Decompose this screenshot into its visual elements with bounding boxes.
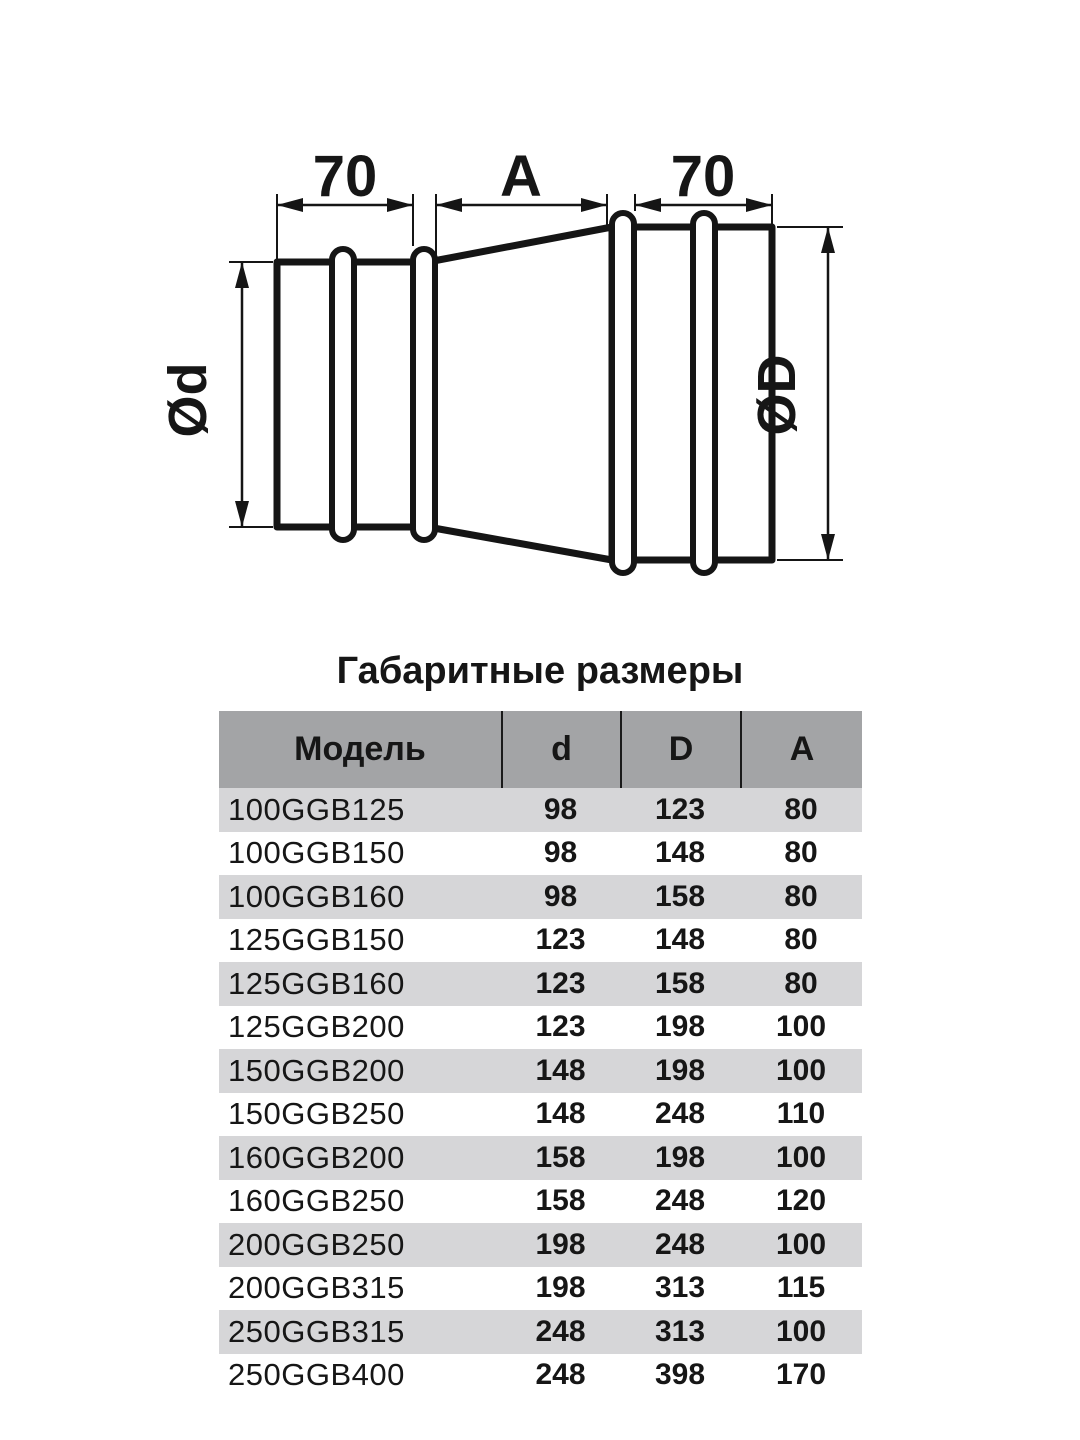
- D-value-cell: 198: [654, 1140, 706, 1174]
- dim-A-label: A: [500, 144, 542, 209]
- d-value-cell: 198: [535, 1227, 586, 1261]
- d-value-cell: 123: [535, 1010, 586, 1044]
- table-row: [219, 1093, 862, 1137]
- model-cell: 250GGB315: [228, 1313, 405, 1349]
- column-header-model: Модель: [294, 730, 426, 768]
- model-cell: 200GGB315: [228, 1270, 405, 1306]
- table-row: [219, 875, 862, 919]
- table-row: [219, 1267, 862, 1311]
- column-header-d: d: [501, 711, 620, 788]
- model-cell: 125GGB160: [228, 965, 405, 1001]
- D-value-cell: 248: [654, 1227, 706, 1261]
- A-value-cell: 80: [784, 836, 818, 870]
- A-value-cell: 170: [775, 1358, 827, 1392]
- A-value-cell: 80: [784, 879, 818, 913]
- table-row: [219, 1049, 862, 1093]
- dim-70-right-label: 70: [670, 144, 736, 209]
- column-header-A: A: [740, 711, 862, 788]
- bead-icon: [413, 249, 435, 540]
- table-row: [219, 1180, 862, 1224]
- model-cell: 160GGB200: [228, 1139, 405, 1175]
- A-value-cell: 100: [775, 1010, 827, 1044]
- model-cell: 150GGB250: [228, 1096, 405, 1132]
- reducer-body: [277, 213, 772, 573]
- dimensions-table: [219, 711, 862, 1397]
- dim-70-left-label: 70: [312, 144, 378, 209]
- d-value-cell: 248: [535, 1358, 586, 1392]
- table-row: [219, 1136, 862, 1180]
- dim-70-left: [277, 144, 413, 259]
- A-value-cell: 120: [775, 1184, 827, 1218]
- bead-icon: [693, 213, 715, 573]
- D-value-cell: 398: [654, 1358, 706, 1392]
- D-value-cell: 158: [654, 966, 706, 1000]
- d-value-cell: 98: [543, 792, 578, 826]
- D-value-cell: 248: [654, 1184, 706, 1218]
- dim-diameter-small-label: Ød: [158, 362, 218, 438]
- D-value-cell: 148: [654, 923, 706, 957]
- d-value-cell: 98: [543, 836, 578, 870]
- D-value-cell: 158: [654, 879, 706, 913]
- bead-icon: [332, 249, 354, 540]
- table-row: [219, 1310, 862, 1354]
- A-value-cell: 100: [775, 1140, 827, 1174]
- d-value-cell: 123: [535, 966, 586, 1000]
- model-cell: 200GGB250: [228, 1226, 405, 1262]
- D-value-cell: 313: [654, 1271, 706, 1305]
- model-cell: 125GGB150: [228, 922, 405, 958]
- model-cell: 125GGB200: [228, 1009, 405, 1045]
- page-title: Габаритные размеры: [336, 650, 744, 692]
- table-row: [219, 788, 862, 832]
- d-value-cell: 98: [543, 879, 578, 913]
- table-row: [219, 962, 862, 1006]
- A-value-cell: 100: [775, 1053, 827, 1087]
- table-row: [219, 832, 862, 876]
- dim-diameter-large-label: ØD: [747, 354, 807, 436]
- D-value-cell: 198: [654, 1010, 706, 1044]
- D-value-cell: 198: [654, 1053, 706, 1087]
- d-value-cell: 158: [535, 1184, 586, 1218]
- model-cell: 100GGB160: [228, 878, 405, 914]
- bead-icon: [612, 213, 634, 573]
- reducer-diagram: [0, 0, 1080, 650]
- d-value-cell: 148: [535, 1053, 586, 1087]
- table-row: [219, 1223, 862, 1267]
- d-value-cell: 198: [535, 1271, 586, 1305]
- d-value-cell: 148: [535, 1097, 586, 1131]
- model-cell: 250GGB400: [228, 1357, 405, 1393]
- A-value-cell: 80: [784, 923, 818, 957]
- A-value-cell: 100: [775, 1227, 827, 1261]
- D-value-cell: 313: [654, 1314, 706, 1348]
- d-value-cell: 158: [535, 1140, 586, 1174]
- model-cell: 150GGB200: [228, 1052, 405, 1088]
- dim-diameter-small: [158, 262, 273, 527]
- table-row: [219, 1354, 862, 1398]
- table-body: [219, 788, 862, 1397]
- table-header-row: [219, 711, 862, 788]
- model-cell: 100GGB125: [228, 791, 405, 827]
- cone-transition: [428, 227, 612, 560]
- d-value-cell: 248: [535, 1314, 586, 1348]
- column-header-D: D: [620, 711, 740, 788]
- d-value-cell: 123: [535, 923, 586, 957]
- table-row: [219, 1006, 862, 1050]
- D-value-cell: 248: [654, 1097, 706, 1131]
- A-value-cell: 115: [776, 1271, 826, 1305]
- model-cell: 160GGB250: [228, 1183, 405, 1219]
- A-value-cell: 100: [775, 1314, 827, 1348]
- A-value-cell: 80: [784, 792, 818, 826]
- A-value-cell: 110: [776, 1097, 826, 1131]
- A-value-cell: 80: [784, 966, 818, 1000]
- D-value-cell: 123: [654, 792, 706, 826]
- D-value-cell: 148: [654, 836, 706, 870]
- model-cell: 100GGB150: [228, 835, 405, 871]
- table-row: [219, 919, 862, 963]
